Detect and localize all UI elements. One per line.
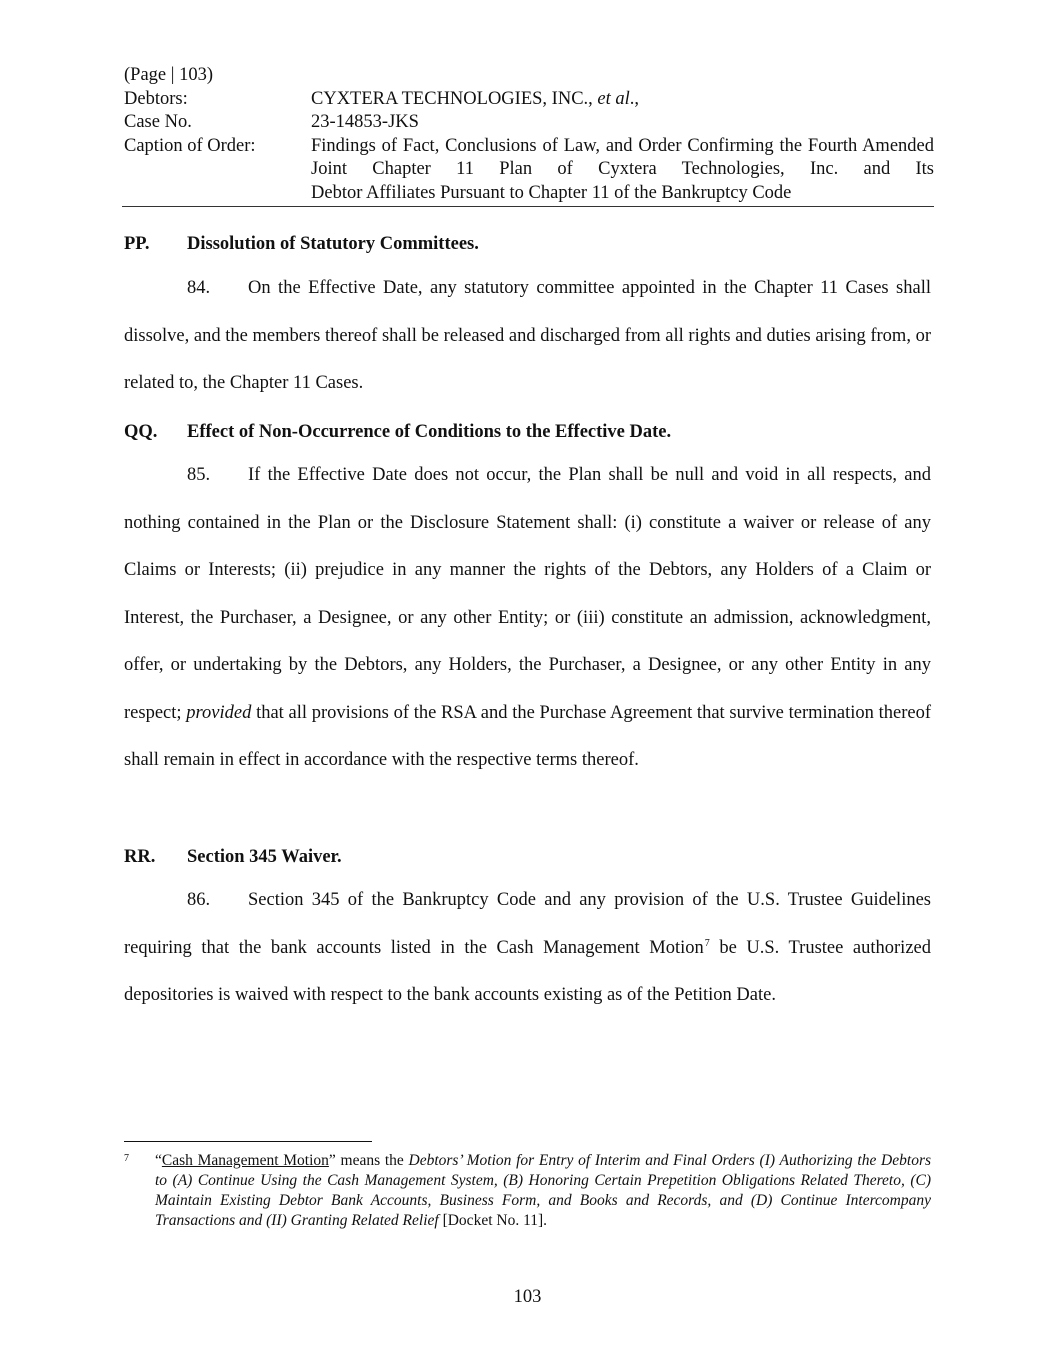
caption-text: Findings of Fact, Conclusions of Law, and Order Confirming the Fourth Amended Joint Chapter 11 Plan of Cyxtera Technologies, Inc. and Its Debtor Affiliates Pursuant to Chapter 11 of the Bankruptcy Code (311, 135, 934, 203)
footnote-mark: 7 (124, 1153, 129, 1164)
paragraph-86: 86. Section 345 of the Bankruptcy Code and any provision of the U.S. Trustee Guidelines requiring that the bank accounts listed in the Cash Management Motion$^7$ be U.S. Trustee authorized depositories is waived with respect to the bank accounts existing as of the Petition Date. (124, 890, 931, 1005)
header-divider (122, 206, 934, 207)
paragraph-84: 84. On the Effective Date, any statutory committee appointed in the Chapter 11 Cases shall dissolve, and the members thereof shall be released and discharged from all rights and duties arising from, or related to, the Chapter 11 Cases. (124, 278, 931, 393)
page-number: 103 (513, 1287, 542, 1307)
caption-label: Caption of Order: (124, 135, 256, 156)
paragraph-85: 85. If the Effective Date does not occur, the Plan shall be null and void in all respects, and nothing contained in the Plan or the Disclosure Statement shall: (i) constitute a waiver or release of any Claims or Interests; (ii) prejudice in any manner the rights of the Debtors, any Holders of a Claim or Interest, the Purchaser, a Designee, or any other Entity; or (iii) constitute an admission, acknowledgment, offer, or undertaking by the Debtors, any Holders, the Purchaser, a Designee, or any other Entity in any respect; provided that all provisions of the RSA and the Purchase Agreement that survive termination thereof shall remain in effect in accordance with the respective terms thereof. (124, 465, 931, 770)
heading-qq: QQ. Effect of Non-Occurrence of Conditions to the Effective Date. (124, 422, 672, 442)
heading-pp: PP. Dissolution of Statutory Committees. (124, 234, 479, 254)
footnote-reference: 7 (704, 937, 710, 949)
footnote-divider (124, 1141, 372, 1142)
case-number: 23-14853-JKS (311, 112, 419, 132)
heading-rr: RR. Section 345 Waiver. (124, 847, 342, 867)
caption-header (124, 64, 934, 205)
debtors-value: CYXTERA TECHNOLOGIES, INC., et al., (311, 88, 640, 109)
page-reference: (Page | 103) (124, 65, 213, 85)
case-label: Case No. (124, 112, 192, 132)
debtors-label: Debtors: (124, 88, 188, 109)
footnote-7: 7 “Cash Management Motion” means the Debtors’ Motion for Entry of Interim and Final Orders (I) Authorizing the Debtors to (A) Continue Using the Cash Management System, (B) Honoring Certain Prepetition Obligations Related Thereto, (C) Maintain Existing Debtor Bank Accounts, Business Form, and Books and Records, and (D) Continue Intercompany Transactions and (II) Granting Related Relief [Docket No. 11]. (124, 1151, 931, 1231)
defined-term: Cash Management Motion (161, 1152, 329, 1169)
